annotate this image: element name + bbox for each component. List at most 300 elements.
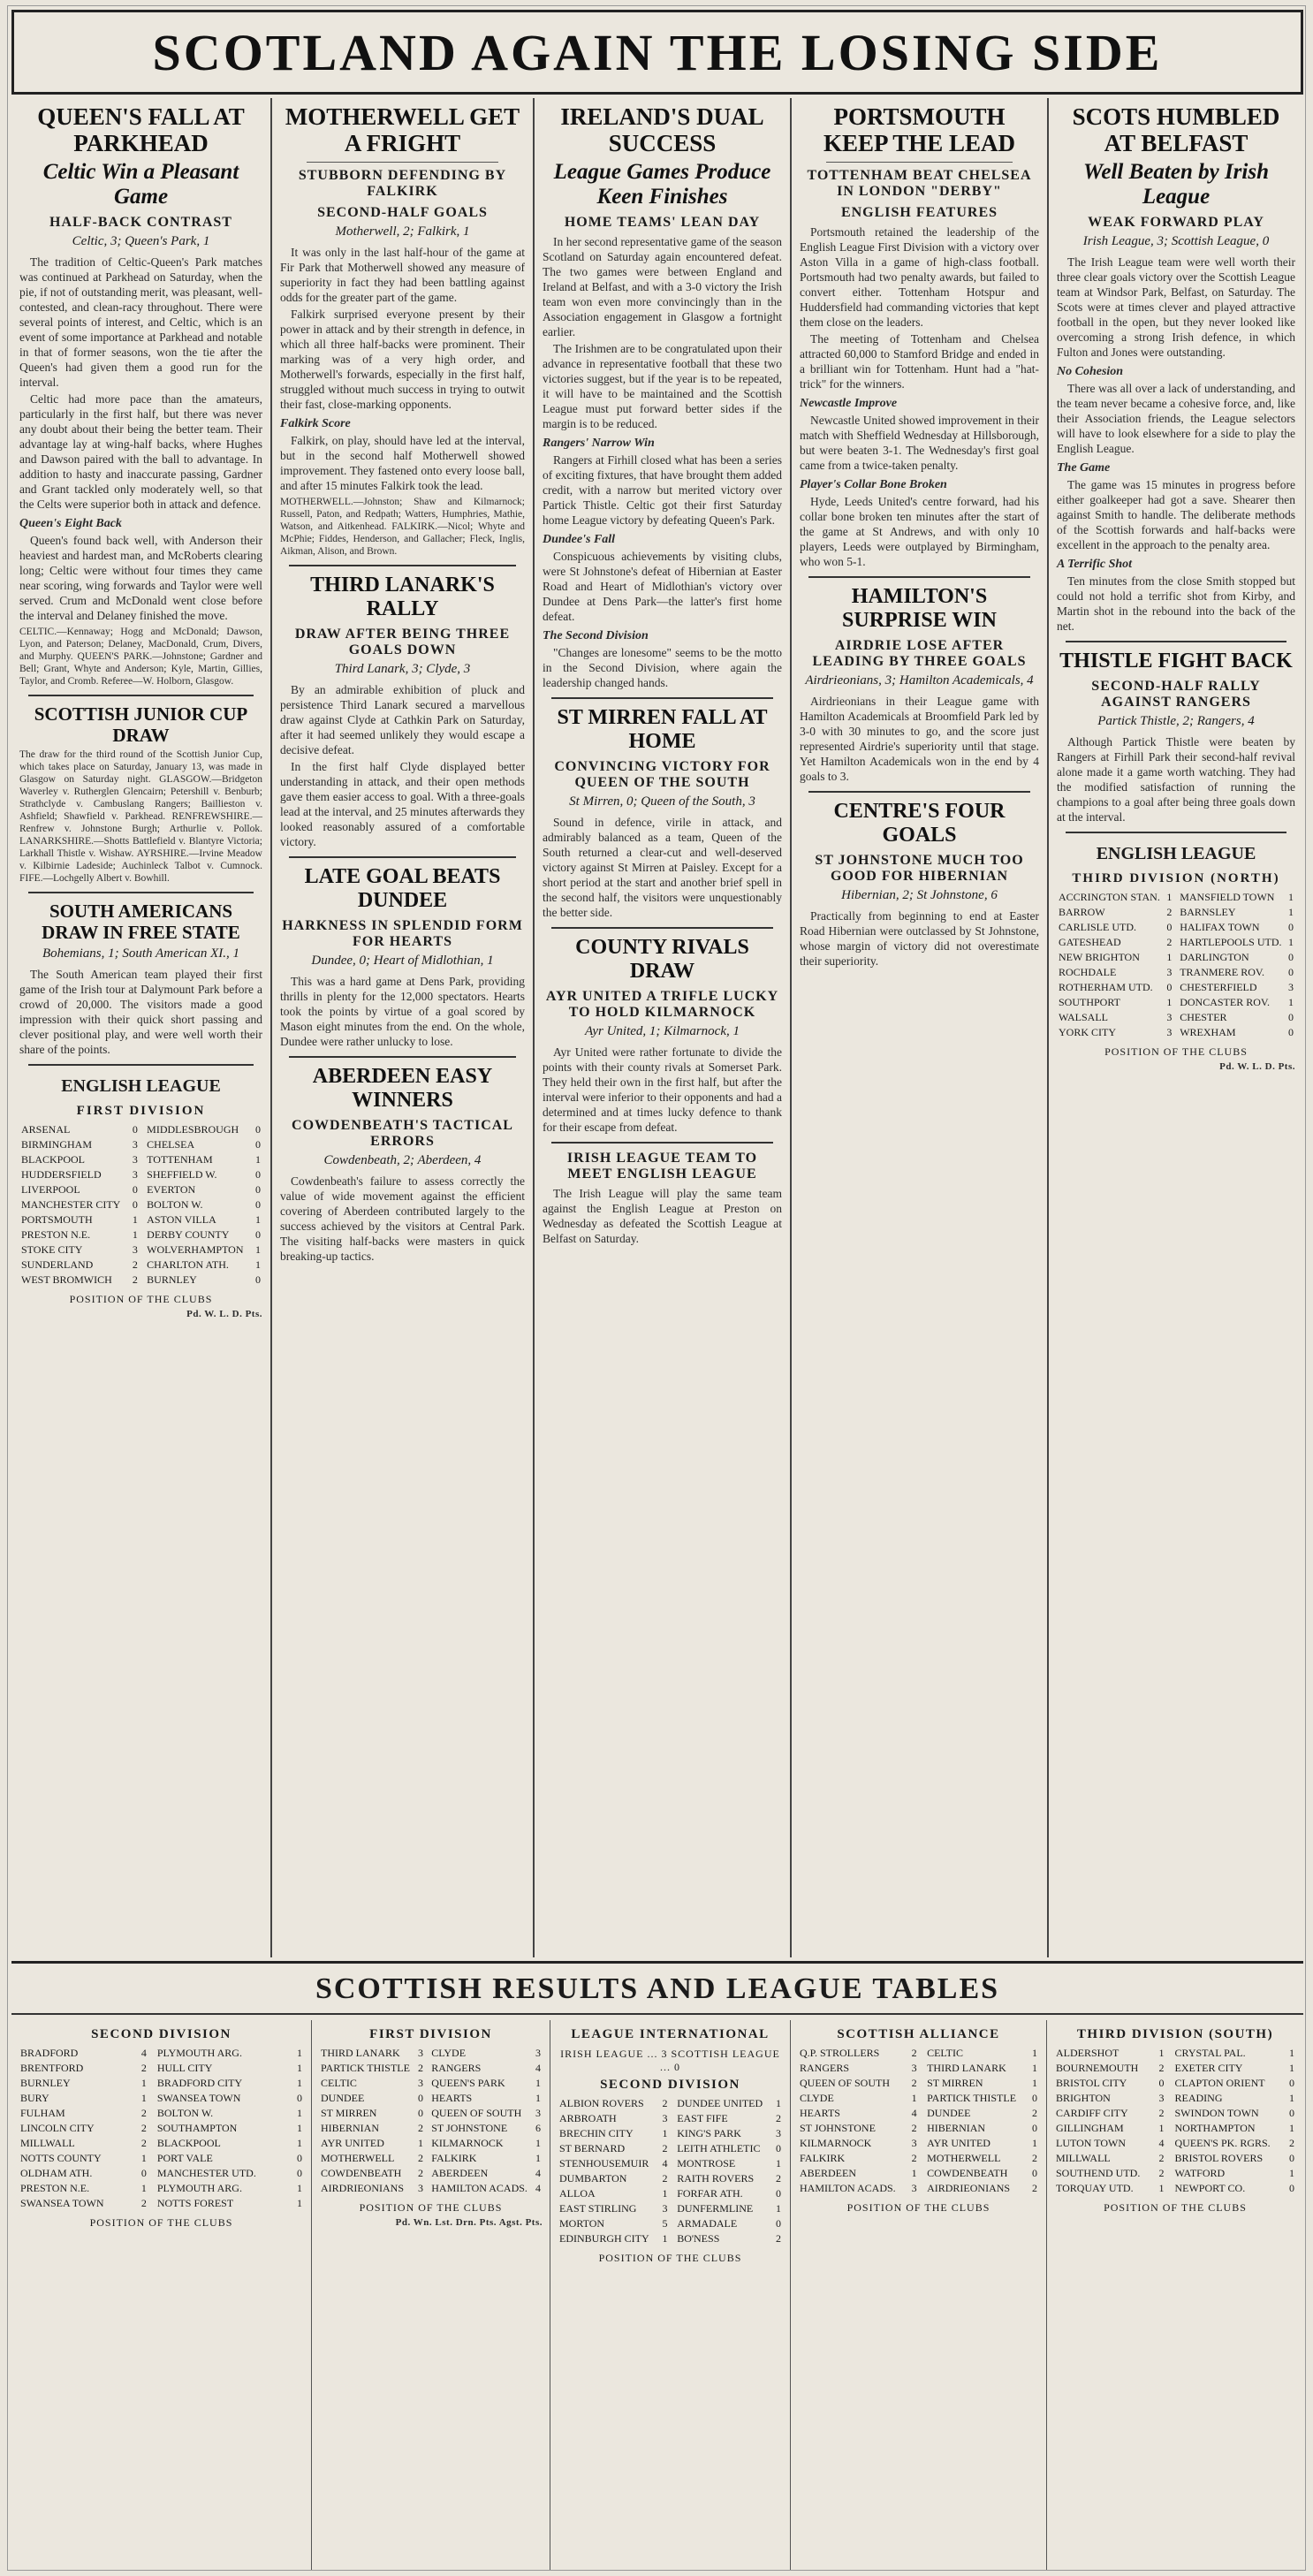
away-score: 1 [1032,2062,1037,2074]
cup-draw-text: The draw for the third round of the Scottish Junior Cup, which takes place on Saturday, January 13, was made in Glasgow on Saturday night. GLASGOW.—Bridgeton Waverley v. Rutherglen Glencairn; Petershill v. Benburb; Strathclyde v. Cambuslang Rangers; Baillieston v. Ashfield; Shawfield v. Parkhead. RENFREWSHIRE.—Renfrew v. Johnstone Burgh; Arthurlie v. Pollok. LANARKSHIRE.—Shotts Battlefield v. Blantyre Victoria; Larkhall Thistle v. Wishaw. AYRSHIRE.—Irvine Meadow v. Kilbirnie Ladeside; Auchinleck Talbot v. Cumnock. FIFE.—Lochgelly Albert v. Bowhill. [19,749,262,884]
headline: MOTHERWELL GET A FRIGHT [285,103,520,156]
home-score: 2 [140,2107,147,2119]
home-score: 1 [1166,891,1173,903]
home-team: ST BERNARD [559,2142,626,2154]
paragraph: In the first half Clyde displayed better understanding in attack, and their open methods gave them easier access to goal. With a three-goals lead at the interval, and 25 minutes afterwards they looked reasonably assured of a comfortable victory. [280,760,525,848]
away-team: NOTTS FOREST [156,2197,234,2209]
away-score: 2 [776,2112,781,2124]
away-score: 0 [776,2142,781,2154]
result-row [1057,1025,1295,1040]
home-team: MOTHERWELL [321,2152,395,2164]
subhead: AIRDRIE LOSE AFTER LEADING BY THREE GOALS [812,638,1027,669]
away-team: NEWPORT CO. [1174,2182,1246,2194]
home-team: THIRD LANARK [321,2047,400,2059]
home-score: 2 [911,2047,917,2059]
separator [919,2061,925,2076]
home-team: BIRMINGHAM [21,1138,93,1151]
paragraph: Airdrieonians in their League game with Hamilton Academicals at Broomfield Park led by 3-0 with 30 minutes to go, and the score just represented Airdrie's superiority until that stage. Yet Hamilton Academicals won in the end by 4 goals to 3. [800,695,1039,783]
away-score: 0 [297,2167,302,2179]
article-body [1057,255,1295,634]
away-score: 1 [535,2152,541,2164]
home-score: 1 [662,2127,668,2139]
away-team: SWANSEA TOWN [156,2092,241,2104]
separator [1165,2106,1173,2121]
divider [808,576,1030,578]
away-team: HULL CITY [156,2062,213,2074]
column-4 [792,98,1049,1957]
home-score: 3 [662,2112,668,2124]
home-score: 4 [140,2047,147,2059]
home-team: BLACKPOOL [21,1153,86,1166]
result-row [19,2181,304,2196]
article-body [543,234,782,690]
section-head: A Terrific Shot [1057,558,1133,571]
result-row [1054,2046,1296,2061]
result-row [798,2136,1039,2151]
headline: ST MIRREN FALL AT HOME [557,706,768,753]
home-score: 3 [1166,966,1173,978]
home-score: 3 [132,1138,138,1151]
result-row [1054,2136,1296,2151]
result-row [1054,2151,1296,2166]
away-score: 0 [1289,2152,1294,2164]
away-team: CRYSTAL PAL. [1174,2047,1246,2059]
separator [669,2186,675,2201]
away-score: 1 [297,2077,302,2089]
home-score: 0 [140,2167,147,2179]
away-score: 1 [776,2157,781,2169]
separator [148,2121,156,2136]
away-score: 0 [255,1183,261,1196]
away-score: 0 [1032,2122,1037,2134]
away-team: RAITH ROVERS [677,2172,755,2185]
paragraph: The Irishmen are to be congratulated upon their advance in representative football that these two victories suggest, but if the year is to be repeated, it will have to be maintained and the Scottish League must put forward better sides if the margin is to be reduced. [543,342,782,430]
away-team: CHESTER [1180,1011,1227,1023]
result-row [19,2076,304,2091]
article-body [800,224,1039,569]
home-score: 5 [662,2217,668,2230]
home-team: BURNLEY [20,2077,71,2089]
international-result: IRISH LEAGUE ... 3 SCOTTISH LEAGUE ... 0 [560,2048,780,2073]
separator [1165,2076,1173,2091]
home-score: 3 [911,2137,917,2149]
home-team: HEARTS [800,2107,840,2119]
subhead: SECOND-HALF RALLY AGAINST RANGERS [1091,679,1261,710]
home-score: 0 [1158,2077,1165,2089]
divider [289,856,516,858]
paragraph: Celtic had more pace than the amateurs, particularly in the first half, but there was never any doubt about their being the better team. Their advantage lay at wing-half backs, where Hughes and Dawson paired with the ball to advantage. In addition to hasty and inaccurate passing, Gardner and Grant tackled only moderately well, so that the Celts were superior both in attack and defence. [19,392,262,511]
division-head: SCOTTISH ALLIANCE [837,2027,1000,2041]
paragraph: Queen's found back well, with Anderson their heaviest and hardest man, and McRoberts clearing long; Celtic were without four times they came near scoring, wing forwards and Taylor were well served. Crum and McDonald went close before the interval and Delaney finished the move. [19,534,262,622]
away-score: 1 [255,1258,261,1271]
subhead: ENGLISH FEATURES [840,205,998,220]
away-team: TRANMERE ROV. [1180,966,1264,978]
result-row [798,2091,1039,2106]
result-row [319,2061,543,2076]
home-score: 3 [1158,2092,1165,2104]
home-score: 1 [140,2092,147,2104]
home-score: 2 [911,2122,917,2134]
home-score: 3 [418,2077,423,2089]
away-team: HARTLEPOOLS UTD. [1180,936,1282,948]
away-score: 6 [535,2122,541,2134]
team-lineups: MOTHERWELL.—Johnston; Shaw and Kilmarnock; Russell, Paton, and Redpath; Watters, Humphries, Mathie, Watson, and Aitkenhead. FALKIRK.—Nicol; Whyte and McPhie; Fiddes, Henderson, and Gallacher; Fleck, Inglis, Aikman, Alison, and Brown. [280,497,525,557]
deck: League Games Produce Keen Finishes [553,160,771,209]
results-table [1057,890,1295,1040]
result-row [798,2181,1039,2196]
divider [28,695,254,696]
home-score: 0 [132,1198,138,1211]
separator [669,2156,675,2171]
away-score: 1 [297,2047,302,2059]
subhead: HOME TEAMS' LEAN DAY [564,215,761,230]
separator [669,2096,675,2111]
paragraph: Conspicuous achievements by visiting clubs, were St Johnstone's defeat of Hibernian at Easter Road and Heart of Midlothian's victory over Dundee at Dens Park—the latter's first home defeat. [543,550,782,623]
score-line: Third Lanark, 3; Clyde, 3 [334,662,471,676]
away-team: ABERDEEN [431,2167,489,2179]
away-team: QUEEN'S PARK [431,2077,505,2089]
away-team: EAST FIFE [677,2112,728,2124]
division-head: SECOND DIVISION [91,2027,231,2041]
away-score: 1 [535,2077,541,2089]
scottish-alliance-block [791,2020,1047,2570]
result-row [558,2171,783,2186]
away-score: 0 [776,2217,781,2230]
headline: SCOTTISH JUNIOR CUP DRAW [34,703,248,746]
home-team: MILLWALL [20,2137,75,2149]
home-score: 1 [140,2077,147,2089]
result-row [19,2061,304,2076]
headline: SOUTH AMERICANS DRAW IN FREE STATE [42,900,240,943]
home-team: ST MIRREN [321,2107,377,2119]
article-body [280,974,525,1049]
away-team: PORT VALE [156,2152,213,2164]
third-division-south-block [1047,2020,1303,2570]
separator [919,2181,925,2196]
result-row [1054,2091,1296,2106]
separator [919,2121,925,2136]
banner [11,10,1303,95]
result-row [19,1197,262,1212]
division-head: THIRD DIVISION (NORTH) [1072,871,1280,885]
separator [148,2181,156,2196]
home-team: ARSENAL [21,1123,71,1136]
result-row [19,1137,262,1152]
home-score: 2 [140,2122,147,2134]
section-head: Rangers' Narrow Win [543,437,655,450]
home-team: CELTIC [321,2077,357,2089]
home-team: PRESTON N.E. [21,1228,91,1241]
home-score: 1 [911,2092,917,2104]
away-score: 0 [1288,921,1294,933]
home-team: SOUTHEND UTD. [1056,2167,1141,2179]
home-team: BARROW [1059,906,1105,918]
home-score: 2 [662,2172,668,2185]
away-score: 1 [1289,2092,1294,2104]
home-score: 1 [1158,2182,1165,2194]
away-score: 1 [297,2107,302,2119]
away-team: BRISTOL ROVERS [1174,2152,1264,2164]
home-team: AYR UNITED [321,2137,384,2149]
home-team: EDINBURGH CITY [559,2232,649,2245]
position-head: POSITION OF THE CLUBS [69,1293,213,1305]
result-row [319,2181,543,2196]
away-team: PARTICK THISTLE [927,2092,1017,2104]
home-score: 2 [1166,906,1173,918]
home-team: QUEEN OF SOUTH [800,2077,890,2089]
home-team: PARTICK THISTLE [321,2062,410,2074]
headline: CENTRE'S FOUR GOALS [833,800,1006,847]
away-team: CHELSEA [147,1138,195,1151]
away-score: 3 [1288,981,1294,993]
home-team: PRESTON N.E. [20,2182,90,2194]
section-head: Falkirk Score [280,417,351,430]
home-score: 2 [662,2097,668,2109]
home-team: WALSALL [1059,1011,1108,1023]
result-row [19,1182,262,1197]
league-grid [1057,1061,1295,1074]
column-2 [272,98,535,1957]
division-head: THIRD DIVISION (SOUTH) [1076,2027,1274,2041]
result-row [19,1227,262,1242]
separator [669,2231,675,2246]
away-score: 1 [1288,906,1294,918]
home-score: 3 [911,2182,917,2194]
home-team: MANCHESTER CITY [21,1198,121,1211]
result-row [19,1212,262,1227]
score-line: Partick Thistle, 2; Rangers, 4 [1097,714,1255,728]
divider [307,162,498,163]
result-row [319,2136,543,2151]
away-team: CHARLTON ATH. [147,1258,229,1271]
away-score: 1 [1032,2047,1037,2059]
away-team: BLACKPOOL [156,2137,221,2149]
home-team: GATESHEAD [1059,936,1121,948]
score-line: Hibernian, 2; St Johnstone, 6 [841,888,998,902]
separator [148,2106,156,2121]
away-team: PLYMOUTH ARG. [156,2182,242,2194]
home-score: 2 [1158,2107,1165,2119]
away-score: 1 [776,2097,781,2109]
score-line: St Mirren, 0; Queen of the South, 3 [569,794,755,809]
home-team: SOUTHPORT [1059,996,1120,1008]
first-division-block [312,2020,550,2570]
away-score: 0 [1289,2182,1294,2194]
home-score: 0 [418,2107,423,2119]
away-team: MANSFIELD TOWN [1180,891,1275,903]
divider [28,1064,254,1066]
article-body [19,255,262,623]
paragraph: Cowdenbeath's failure to assess correctly the value of wide movement against the efficient covering of Aberdeen contributed largely to the success achieved by the visitors at Central Park. The visiting half-backs were masters in quick breaking-up tactics. [280,1174,525,1263]
home-score: 1 [1158,2047,1165,2059]
result-row [19,1152,262,1167]
deck: Well Beaten by Irish League [1083,160,1269,209]
team-lineups: CELTIC.—Kennaway; Hogg and McDonald; Dawson, Lyon, and Paterson; Delaney, MacDonald, Crum, Divers, and Murphy. QUEEN'S PARK.—Johnstone; Gardner and Bell; Grant, Whyte and Anderson; Kyle, Martin, Gillies, Taylor, and Cromb. Referee—W. Holborn, Glasgow. [19,627,262,687]
division-head: FIRST DIVISION [76,1104,206,1118]
home-score: 2 [140,2062,147,2074]
results-table [1054,2046,1296,2196]
paragraph: In her second representative game of the season Scotland on Saturday again encountered defeat. The two games were between England and Ireland at Belfast, and with a 3-0 victory the Irish team won even more convincingly than in the Association engagement in Glasgow a fortnight earlier. [543,235,782,338]
paragraph: The tradition of Celtic-Queen's Park matches was continued at Parkhead on Saturday, when the pie, if not of outstanding merit, was pleasant, well-contested, and clean-racy throughout. There were several points of interest, and Celtic, which is an event of some importance at Parkhead and notable in that of former seasons, won the tie after the Queen's had given them a good run for the interval. [19,255,262,389]
home-team: OLDHAM ATH. [20,2167,93,2179]
subhead: COWDENBEATH'S TACTICAL ERRORS [292,1118,513,1149]
home-score: 1 [132,1213,138,1226]
home-team: GILLINGHAM [1056,2122,1124,2134]
result-row [558,2141,783,2156]
away-score: 0 [1289,2077,1294,2089]
home-team: CLYDE [800,2092,834,2104]
result-row [558,2216,783,2231]
separator [148,2136,156,2151]
away-team: BOLTON W. [147,1198,203,1211]
home-team: EAST STIRLING [559,2202,637,2215]
away-team: PLYMOUTH ARG. [156,2047,242,2059]
home-score: 1 [132,1228,138,1241]
paragraph: Falkirk surprised everyone present by their power in attack and by their strength in defence, in which all three half-backs were prominent. Their marking was of a very high order, and Motherwell's forwards, especially in the first half, struggled without much success in trying to outwit their fast, close-marking opponents. [280,308,525,411]
headline: ABERDEEN EASY WINNERS [312,1065,493,1112]
away-score: 1 [297,2122,302,2134]
result-row [1054,2076,1296,2091]
away-score: 4 [535,2167,541,2179]
away-score: 0 [1289,2107,1294,2119]
article-body [280,245,525,493]
away-team: AYR UNITED [927,2137,990,2149]
home-score: 2 [132,1273,138,1286]
away-team: SHEFFIELD W. [147,1168,217,1181]
result-row [558,2201,783,2216]
home-score: 0 [1166,921,1173,933]
separator [919,2091,925,2106]
result-row [1054,2166,1296,2181]
away-team: FALKIRK [431,2152,477,2164]
home-score: 2 [140,2197,147,2209]
away-team: SWINDON TOWN [1174,2107,1259,2119]
separator [1165,2121,1173,2136]
headline: HAMILTON'S SURPRISE WIN [842,585,997,632]
away-team: BOLTON W. [156,2107,214,2119]
away-team: ASTON VILLA [147,1213,216,1226]
away-score: 1 [1032,2077,1037,2089]
separator [669,2171,675,2186]
home-team: MORTON [559,2217,605,2230]
section-head: The Second Division [543,629,649,642]
headline: THISTLE FIGHT BACK [1059,650,1293,672]
separator [148,2151,156,2166]
result-row [1054,2181,1296,2196]
home-team: ALLOA [559,2187,596,2200]
away-team: KING'S PARK [677,2127,741,2139]
away-score: 1 [1288,891,1294,903]
away-team: BARNSLEY [1180,906,1236,918]
away-score: 0 [1032,2167,1037,2179]
away-team: CLAPTON ORIENT [1174,2077,1265,2089]
paragraph: Sound in defence, virile in attack, and admirably balanced as a team, Queen of the South returned a clear-cut and well-deserved victory against St Mirren at Paisley. Except for a short period at the start and another brief spell in the second half, the visitors were unquestionably the better side. [543,816,782,919]
away-score: 0 [1032,2092,1037,2104]
position-head: POSITION OF THE CLUBS [89,2216,233,2229]
home-team: FULHAM [20,2107,65,2119]
section-head: Dundee's Fall [543,533,616,546]
paragraph: The meeting of Tottenham and Chelsea attracted 60,000 to Stamford Bridge and ended in a brilliant win for Tottenham. Hunt had a "hat-trick" for the winners. [800,332,1039,391]
separator [1165,2061,1173,2076]
away-score: 1 [297,2197,302,2209]
result-row [798,2046,1039,2061]
away-score: 2 [776,2232,781,2245]
result-row [319,2076,543,2091]
home-score: 1 [140,2182,147,2194]
result-row [1057,980,1295,995]
separator [669,2141,675,2156]
result-row [798,2121,1039,2136]
result-row [558,2231,783,2246]
result-row [558,2186,783,2201]
away-score: 1 [1289,2062,1294,2074]
home-score: 1 [418,2137,423,2149]
result-row [1057,905,1295,920]
divider [1066,832,1286,833]
separator [148,2091,156,2106]
division-head: FIRST DIVISION [369,2027,492,2041]
away-score: 1 [1288,936,1294,948]
away-score: 1 [297,2182,302,2194]
separator [1165,2046,1173,2061]
away-team: QUEEN OF SOUTH [431,2107,522,2119]
result-row [798,2076,1039,2091]
article-body [19,967,262,1057]
away-score: 2 [1289,2137,1294,2149]
paragraph: By an admirable exhibition of pluck and persistence Third Lanark secured a marvellous draw against Clyde at Cathkin Park on Saturday, after it had seemed unlikely they would escape a decisive defeat. [280,683,525,756]
home-score: 2 [140,2137,147,2149]
separator [148,2166,156,2181]
paragraph: Newcastle United showed improvement in their match with Sheffield Wednesday at Hillsborough, but were beaten 3-1. The Wednesday's first goal came from a twice-taken penalty. [800,414,1039,472]
away-team: HALIFAX TOWN [1180,921,1260,933]
home-team: SWANSEA TOWN [20,2197,104,2209]
result-row [1054,2061,1296,2076]
result-row [798,2151,1039,2166]
home-score: 3 [662,2202,668,2215]
article-body [280,1174,525,1264]
away-team: NORTHAMPTON [1174,2122,1256,2134]
away-score: 0 [297,2152,302,2164]
subhead: HALF-BACK CONTRAST [49,215,232,230]
grid-columns: Pd. W. L. D. Pts. [1219,1061,1295,1072]
home-team: BOURNEMOUTH [1056,2062,1139,2074]
paragraph: Ayr United were rather fortunate to divide the points with their county rivals at Somerset Park. They held their own in the first half, but after the interval were inferior to their opponents and had a determined and at times lucky defence to thank for their escape from defeat. [543,1045,782,1134]
result-row [558,2126,783,2141]
away-score: 0 [255,1273,261,1286]
away-score: 2 [776,2172,781,2185]
away-team: THIRD LANARK [927,2062,1006,2074]
result-row [19,2121,304,2136]
away-score: 0 [255,1168,261,1181]
home-score: 1 [911,2167,917,2179]
result-row [1057,995,1295,1010]
home-score: 0 [418,2092,423,2104]
away-score: 0 [1288,951,1294,963]
article-body [800,694,1039,784]
home-team: DUNDEE [321,2092,365,2104]
divider [826,162,1013,163]
separator [669,2216,675,2231]
separator [919,2151,925,2166]
home-score: 3 [1166,1011,1173,1023]
divider [289,1056,516,1058]
home-team: BRIGHTON [1056,2092,1111,2104]
paragraph: Although Partick Thistle were beaten by Rangers at Firhill Park their second-half revival alone made it a game worth watching. They had the modified satisfaction of running the champions to a goal after being three goals down at the interval. [1057,735,1295,824]
result-row [319,2151,543,2166]
result-row [19,2166,304,2181]
away-team: ST MIRREN [927,2077,983,2089]
away-score: 0 [1288,1026,1294,1038]
